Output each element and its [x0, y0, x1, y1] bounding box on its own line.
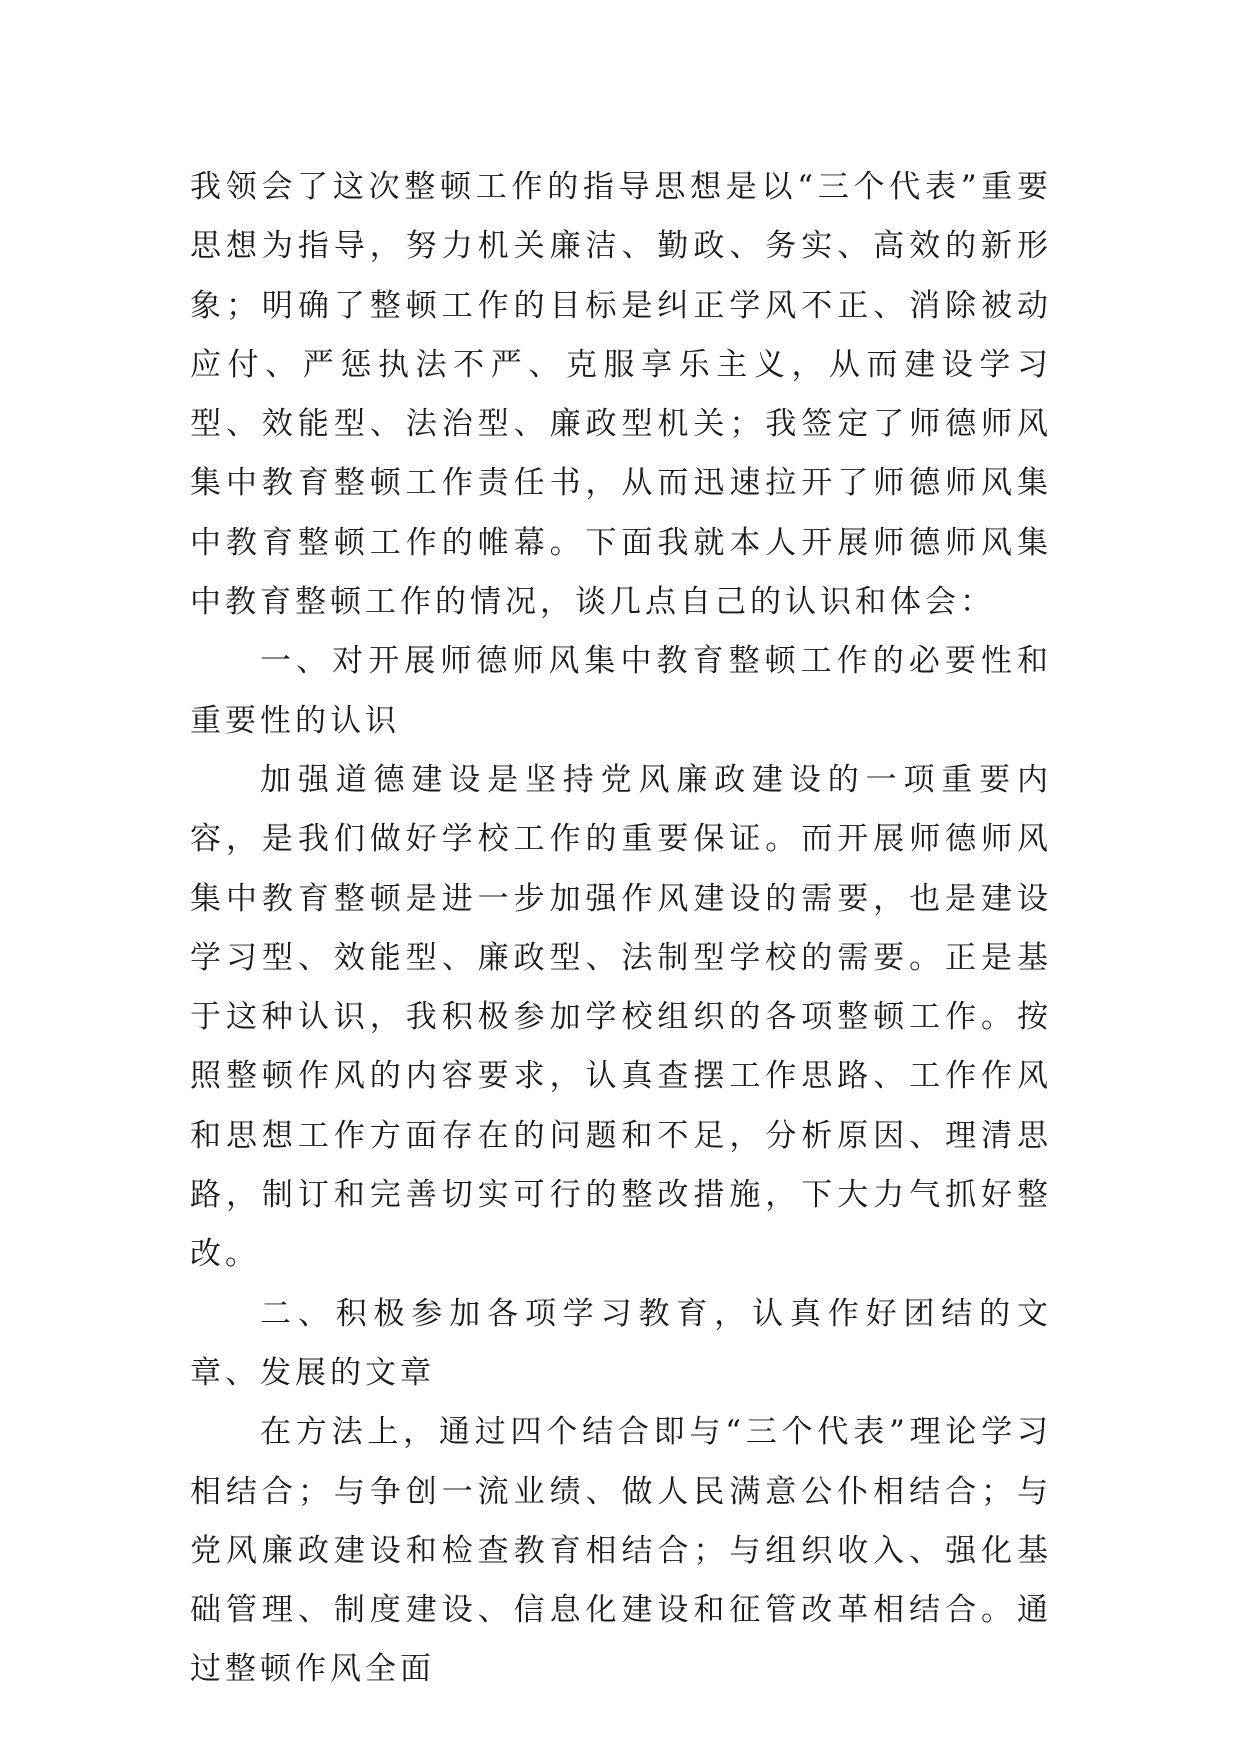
document-body [190, 158, 1052, 1700]
section-heading-2: 二、积极参加各项学习教育，认真作好团结的文章、发展的文章 [190, 1295, 1052, 1391]
section-heading-1: 一、对开展师德师风集中教育整顿工作的必要性和重要性的认识 [190, 643, 1052, 739]
paragraph-section-2: 在方法上，通过四个结合即与“三个代表”理论学习相结合；与争创一流业绩、做人民满意公仆相结合；与党风廉政建设和检查教育相结合；与组织收入、强化基础管理、制度建设、信息化建设和征管改革相结合。通过整顿作风全面 [190, 1414, 1052, 1688]
paragraph-intro: 我领会了这次整顿工作的指导思想是以“三个代表”重要思想为指导，努力机关廉洁、勤政、务实、高效的新形象；明确了整顿工作的目标是纠正学风不正、消除被动应付、严惩执法不严、克服享乐主义，从而建设学习型、效能型、法治型、廉政型机关；我签定了师德师风集中教育整顿工作责任书，从而迅速拉开了师德师风集中教育整顿工作的帷幕。下面我就本人开展师德师风集中教育整顿工作的情况，谈几点自己的认识和体会： [190, 169, 1052, 621]
paragraph-section-1: 加强道德建设是坚持党风廉政建设的一项重要内容，是我们做好学校工作的重要保证。而开展师德师风集中教育整顿是进一步加强作风建设的需要，也是建设学习型、效能型、廉政型、法制型学校的需要。正是基于这种认识，我积极参加学校组织的各项整顿工作。按照整顿作风的内容要求，认真查摆工作思路、工作作风和思想工作方面存在的问题和不足，分析原因、理清思路，制订和完善切实可行的整改措施，下大力气抓好整改。 [190, 761, 1052, 1273]
